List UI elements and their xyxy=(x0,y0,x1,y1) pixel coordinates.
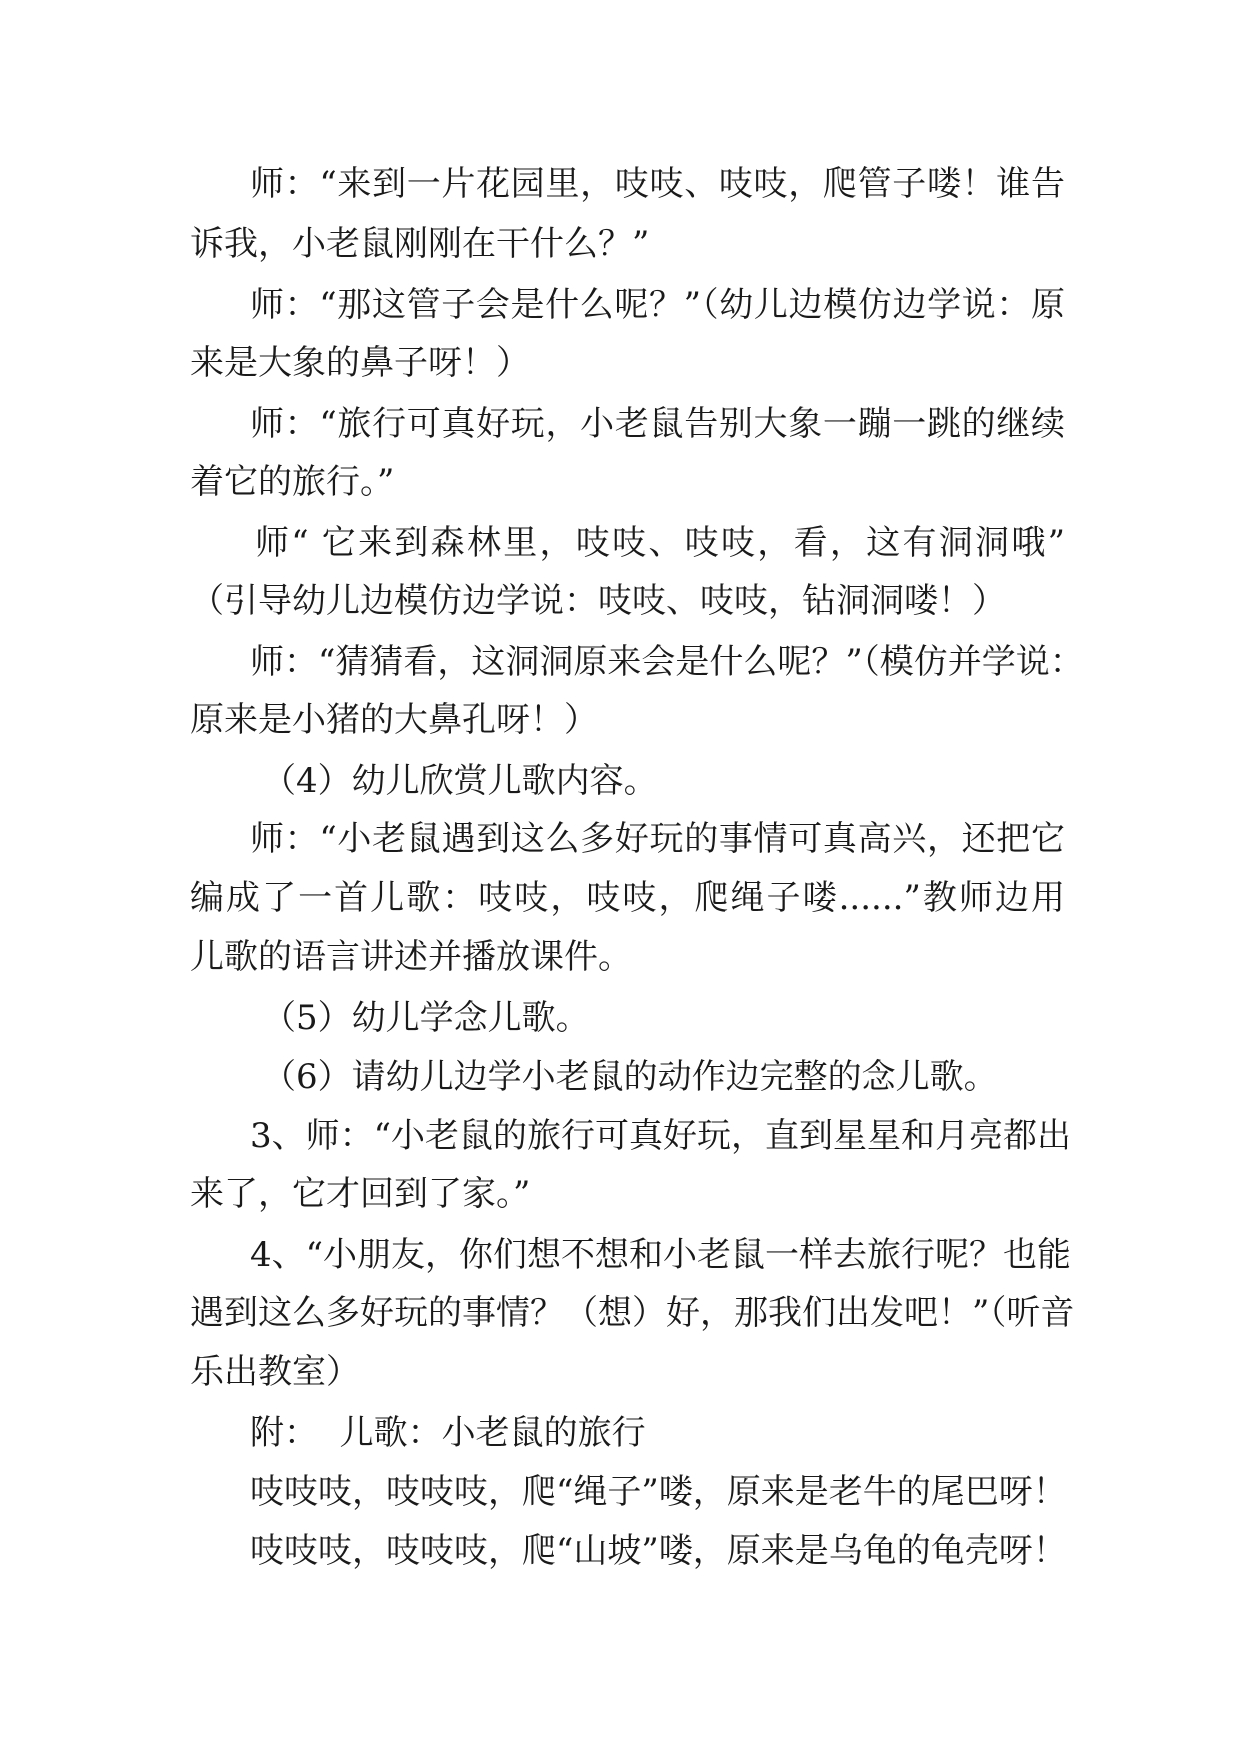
text-line-16: （6）请幼儿边学小老鼠的动作边完整的念儿歌。 xyxy=(262,1057,998,1097)
text-line-1: 师：“来到一片花园里，吱吱、吱吱，爬管子喽！谁告 xyxy=(250,164,1065,204)
text-line-21: 乐出教室） xyxy=(190,1352,360,1392)
text-line-10: 原来是小猪的大鼻孔呀！） xyxy=(190,700,598,740)
text-line-5: 师：“旅行可真好玩，小老鼠告别大象一蹦一跳的继续 xyxy=(250,404,1065,444)
text-line-7: 师“ 它来到森林里，吱吱、吱吱，看，这有洞洞哦” xyxy=(255,523,1065,563)
text-line-22: 附： 儿歌：小老鼠的旅行 xyxy=(250,1413,646,1453)
text-line-14: 儿歌的语言讲述并播放课件。 xyxy=(190,937,632,977)
text-line-4: 来是大象的鼻子呀！） xyxy=(190,343,530,383)
text-line-15: （5）幼儿学念儿歌。 xyxy=(262,998,590,1038)
text-line-17: 3、师：“小老鼠的旅行可真好玩，直到星星和月亮都出 xyxy=(250,1116,1072,1156)
text-line-18: 来了，它才回到了家。” xyxy=(190,1174,531,1214)
text-line-11: （4）幼儿欣赏儿歌内容。 xyxy=(262,761,658,801)
text-line-24: 吱吱吱，吱吱吱，爬“山坡”喽，原来是乌龟的龟壳呀！ xyxy=(250,1531,1067,1571)
text-line-3: 师：“那这管子会是什么呢？”（幼儿边模仿边学说：原 xyxy=(250,285,1065,325)
text-line-8: （引导幼儿边模仿边学说：吱吱、吱吱，钻洞洞喽！） xyxy=(190,581,1006,621)
text-line-19: 4、“小朋友，你们想不想和小老鼠一样去旅行呢？也能 xyxy=(250,1235,1072,1275)
text-line-20: 遇到这么多好玩的事情？（想）好，那我们出发吧！”（听音 xyxy=(190,1293,1075,1333)
text-line-23: 吱吱吱，吱吱吱，爬“绳子”喽，原来是老牛的尾巴呀！ xyxy=(250,1472,1067,1512)
text-line-6: 着它的旅行。” xyxy=(190,462,395,502)
text-line-2: 诉我，小老鼠刚刚在干什么？” xyxy=(190,224,650,264)
text-line-9: 师：“猜猜看，这洞洞原来会是什么呢？”（模仿并学说： xyxy=(250,642,1084,682)
text-line-13: 编成了一首儿歌：吱吱，吱吱，爬绳子喽......”教师边用 xyxy=(190,878,1065,918)
text-line-12: 师：“小老鼠遇到这么多好玩的事情可真高兴，还把它 xyxy=(250,819,1065,859)
